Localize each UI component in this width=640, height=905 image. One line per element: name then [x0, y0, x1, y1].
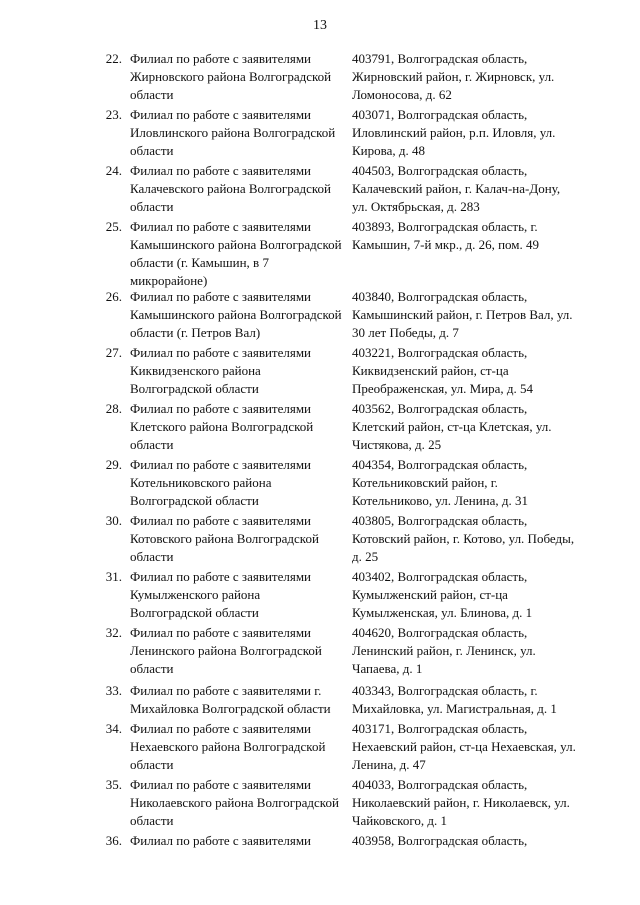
branch-name-line: области	[130, 143, 174, 158]
branch-address-line: Котельниково, ул. Ленина, д. 31	[352, 493, 529, 508]
branch-name	[130, 162, 342, 216]
branch-address-line: 403893, Волгоградская область, г.	[352, 219, 538, 234]
branch-name-line: области	[130, 87, 174, 102]
branch-address-line: Ленинский район, г. Ленинск, ул.	[352, 643, 536, 658]
branch-address	[352, 512, 584, 566]
branch-name-line: Михайловка Волгоградской области	[130, 701, 331, 716]
branch-name-line: Кумылженского района	[130, 587, 261, 602]
branch-name-line: Филиал по работе с заявителями	[130, 625, 312, 640]
branch-address	[352, 456, 584, 510]
branch-address	[352, 400, 584, 454]
branch-name-line: области	[130, 661, 174, 676]
branch-name-line: области	[130, 199, 174, 214]
branch-name-line: Клетского района Волгоградской	[130, 419, 314, 434]
branch-name	[130, 776, 342, 830]
branch-name-line: Филиал по работе с заявителями г.	[130, 683, 322, 698]
branch-name-line: области	[130, 813, 174, 828]
branch-address-line: Котельниковский район, г.	[352, 475, 498, 490]
entry-number: 24.	[105, 163, 122, 178]
branch-address-line: Кумылженский район, ст-ца	[352, 587, 508, 602]
branch-address-line: ул. Октябрьская, д. 283	[352, 199, 480, 214]
branch-name-line: Филиал по работе с заявителями	[130, 401, 312, 416]
branch-name-line: Филиал по работе с заявителями	[130, 569, 312, 584]
branch-address-line: Николаевский район, г. Николаевск, ул.	[352, 795, 570, 810]
branch-address	[352, 832, 584, 850]
branch-address-line: 404503, Волгоградская область,	[352, 163, 528, 178]
branch-address-line: Кумылженская, ул. Блинова, д. 1	[352, 605, 533, 620]
branch-address-line: Жирновский район, г. Жирновск, ул.	[352, 69, 555, 84]
branch-address-line: Камышинский район, г. Петров Вал, ул.	[352, 307, 573, 322]
branch-address-line: Киквидзенский район, ст-ца	[352, 363, 509, 378]
branch-address-line: 404033, Волгоградская область,	[352, 777, 528, 792]
branch-address	[352, 776, 584, 830]
branch-address-line: Преображенская, ул. Мира, д. 54	[352, 381, 534, 396]
branch-address	[352, 162, 584, 216]
branch-address-line: 403805, Волгоградская область,	[352, 513, 528, 528]
branch-name	[130, 512, 342, 566]
branch-address-line: Кирова, д. 48	[352, 143, 425, 158]
branch-address-line: Иловлинский район, р.п. Иловля, ул.	[352, 125, 556, 140]
branch-address-line: Камышин, 7-й мкр., д. 26, пом. 49	[352, 237, 540, 252]
entry-number: 25.	[105, 219, 122, 234]
branch-name-line: Калачевского района Волгоградской	[130, 181, 331, 196]
branch-name-line: Волгоградской области	[130, 381, 259, 396]
branch-name	[130, 288, 342, 342]
branch-name-line: Филиал по работе с заявителями	[130, 513, 312, 528]
branch-name-line: микрорайоне)	[130, 273, 208, 288]
entry-number: 34.	[105, 721, 122, 736]
branch-name-line: Филиал по работе с заявителями	[130, 833, 312, 848]
branch-address	[352, 288, 584, 342]
branch-address-line: Чайковского, д. 1	[352, 813, 447, 828]
branch-address-line: Чистякова, д. 25	[352, 437, 442, 452]
branch-name-line: области (г. Камышин, в 7	[130, 255, 269, 270]
branch-name-line: Жирновского района Волгоградской	[130, 69, 332, 84]
branch-name-line: Филиал по работе с заявителями	[130, 219, 312, 234]
branch-name-line: Филиал по работе с заявителями	[130, 457, 312, 472]
branch-name-line: Волгоградской области	[130, 493, 259, 508]
branch-name-line: Камышинского района Волгоградской	[130, 237, 342, 252]
branch-address-line: 403402, Волгоградская область,	[352, 569, 528, 584]
branch-address	[352, 624, 584, 678]
branch-address-line: Клетский район, ст-ца Клетская, ул.	[352, 419, 552, 434]
branch-name-line: области	[130, 437, 174, 452]
branch-address-line: 403840, Волгоградская область,	[352, 289, 528, 304]
branch-address-line: 403958, Волгоградская область,	[352, 833, 528, 848]
branch-address-line: Нехаевский район, ст-ца Нехаевская, ул.	[352, 739, 576, 754]
entry-number: 36.	[105, 833, 122, 848]
branch-address	[352, 720, 584, 774]
branch-address-line: 403221, Волгоградская область,	[352, 345, 528, 360]
branch-name-line: области (г. Петров Вал)	[130, 325, 261, 340]
page-number: 13	[313, 18, 327, 33]
branch-address-line: 403562, Волгоградская область,	[352, 401, 528, 416]
branch-address-line: Михайловка, ул. Магистральная, д. 1	[352, 701, 557, 716]
entry-number: 28.	[105, 401, 122, 416]
branch-name	[130, 568, 342, 622]
branch-address	[352, 682, 584, 718]
branch-address-line: 403171, Волгоградская область,	[352, 721, 528, 736]
branch-name-line: Волгоградской области	[130, 605, 259, 620]
entry-number: 22.	[105, 51, 122, 66]
branch-address-line: Ломоносова, д. 62	[352, 87, 452, 102]
branch-name-line: Котельниковского района	[130, 475, 272, 490]
branch-address-line: 403071, Волгоградская область,	[352, 107, 528, 122]
branch-name-line: Филиал по работе с заявителями	[130, 721, 312, 736]
branch-name-line: области	[130, 757, 174, 772]
branch-name-line: Нехаевского района Волгоградской	[130, 739, 326, 754]
branch-address	[352, 344, 584, 398]
branch-address	[352, 50, 584, 104]
entry-number: 35.	[105, 777, 122, 792]
branch-address-line: Ленина, д. 47	[352, 757, 426, 772]
branch-name-line: Филиал по работе с заявителями	[130, 345, 312, 360]
branch-name-line: Филиал по работе с заявителями	[130, 163, 312, 178]
branch-address-line: 30 лет Победы, д. 7	[352, 325, 459, 340]
entry-number: 26.	[105, 289, 122, 304]
branch-address-line: 404620, Волгоградская область,	[352, 625, 528, 640]
branch-address-line: д. 25	[352, 549, 379, 564]
branch-name	[130, 624, 342, 678]
branch-name	[130, 682, 342, 718]
branch-address	[352, 106, 584, 160]
entry-number: 33.	[105, 683, 122, 698]
branch-address-line: 403791, Волгоградская область,	[352, 51, 528, 66]
branch-name-line: Николаевского района Волгоградской	[130, 795, 339, 810]
branch-address	[352, 568, 584, 622]
branch-name-line: Филиал по работе с заявителями	[130, 51, 312, 66]
entry-number: 30.	[105, 513, 122, 528]
branch-name-line: Котовского района Волгоградской	[130, 531, 319, 546]
branch-name-line: Филиал по работе с заявителями	[130, 107, 312, 122]
branch-name-line: Иловлинского района Волгоградской	[130, 125, 336, 140]
entry-number: 27.	[105, 345, 122, 360]
branch-address-line: 403343, Волгоградская область, г.	[352, 683, 538, 698]
branch-name-line: Киквидзенского района	[130, 363, 261, 378]
entry-number: 31.	[105, 569, 122, 584]
branch-name-line: Камышинского района Волгоградской	[130, 307, 342, 322]
branch-address-line: Чапаева, д. 1	[352, 661, 423, 676]
branch-name	[130, 832, 342, 850]
branch-name	[130, 218, 342, 290]
branch-address-line: 404354, Волгоградская область,	[352, 457, 528, 472]
branch-address-line: Калачевский район, г. Калач-на-Дону,	[352, 181, 561, 196]
entry-number: 32.	[105, 625, 122, 640]
branch-name	[130, 400, 342, 454]
branch-name-line: Филиал по работе с заявителями	[130, 289, 312, 304]
branch-address	[352, 218, 584, 254]
branch-name	[130, 720, 342, 774]
branch-name	[130, 106, 342, 160]
branch-name-line: Ленинского района Волгоградской	[130, 643, 322, 658]
branch-name	[130, 456, 342, 510]
branch-name-line: области	[130, 549, 174, 564]
branch-name	[130, 50, 342, 104]
branch-address-line: Котовский район, г. Котово, ул. Победы,	[352, 531, 575, 546]
entry-number: 23.	[105, 107, 122, 122]
branch-name-line: Филиал по работе с заявителями	[130, 777, 312, 792]
entry-number: 29.	[105, 457, 122, 472]
branch-name	[130, 344, 342, 398]
